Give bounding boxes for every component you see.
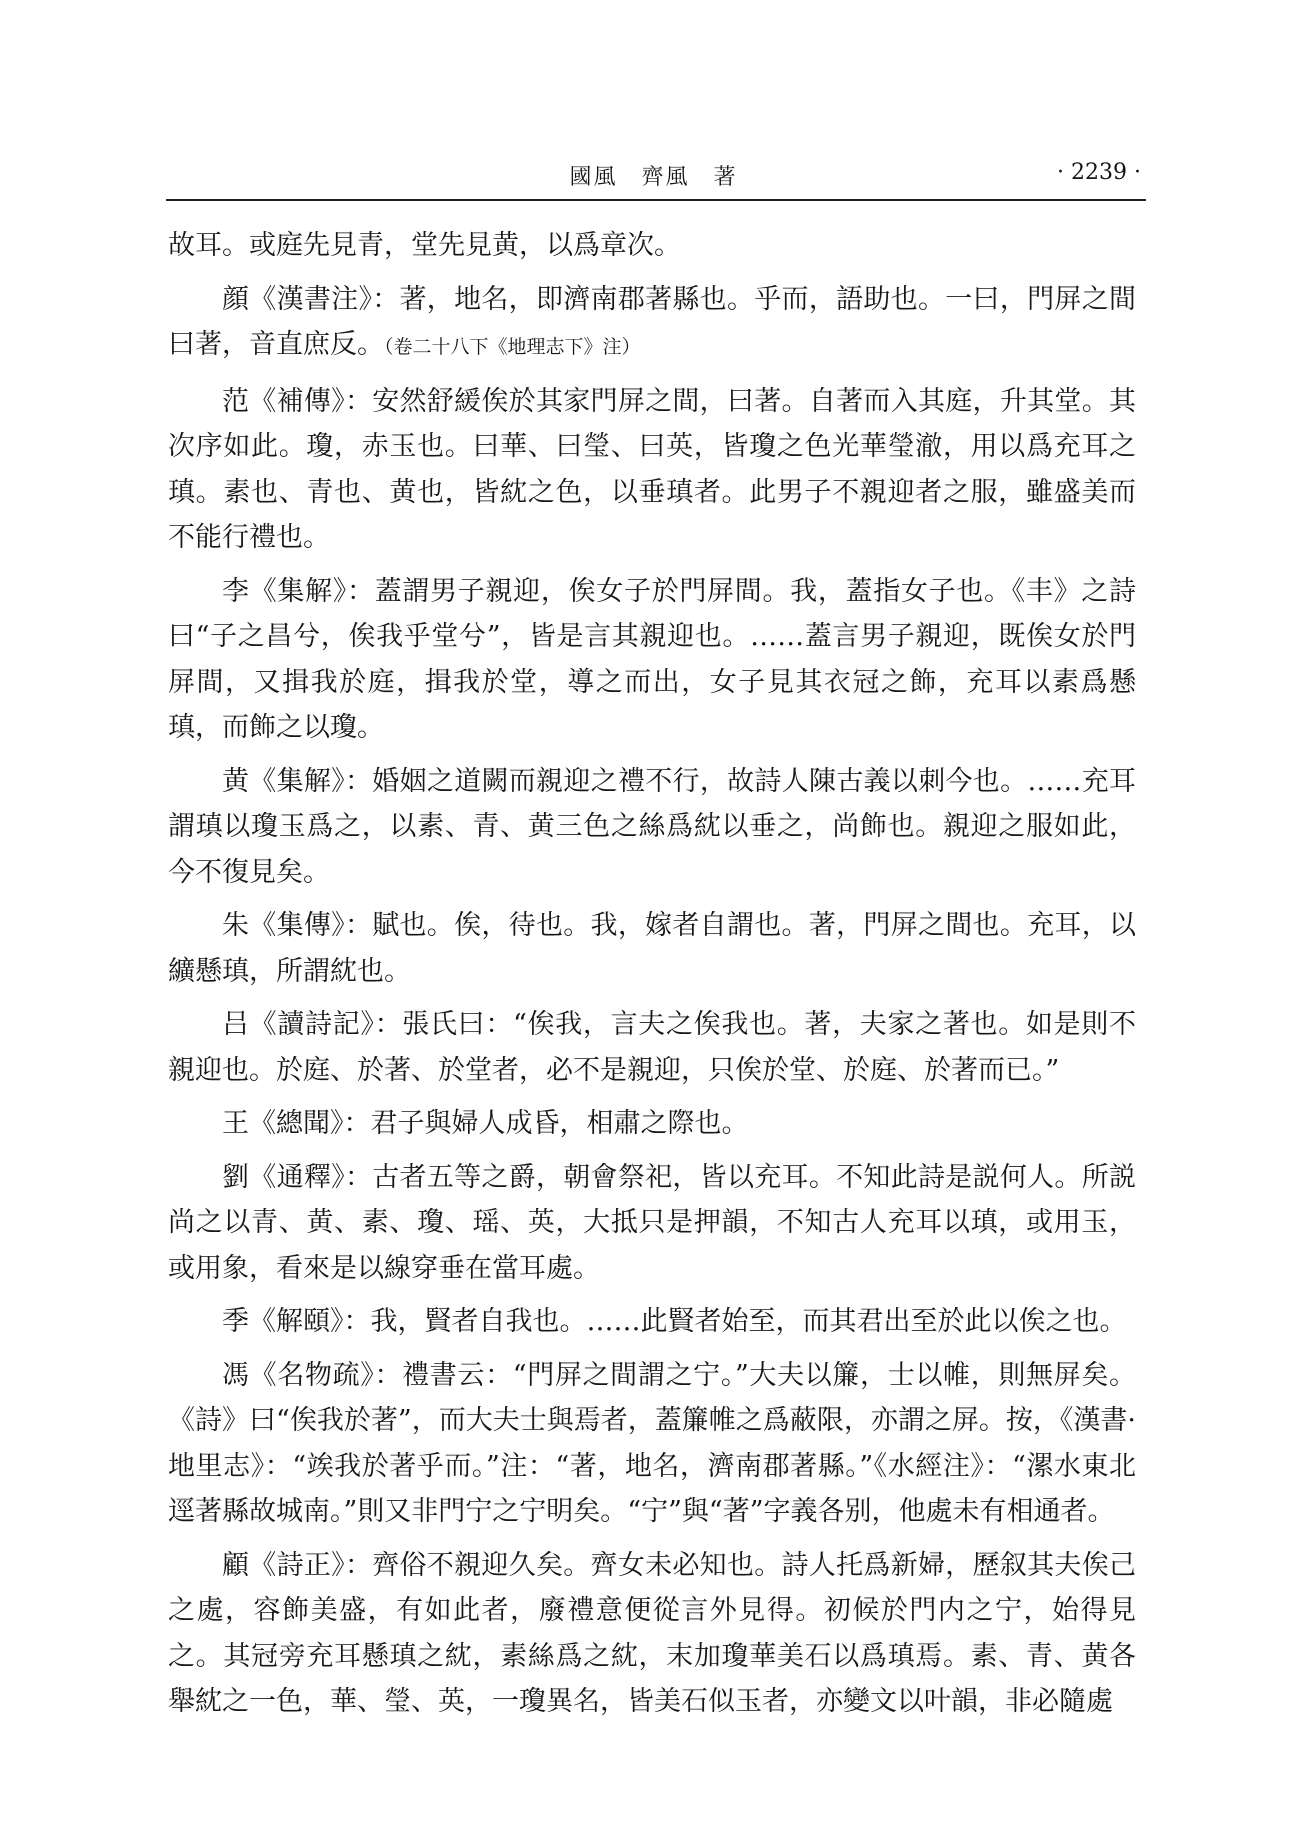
page-body [168,223,1136,1733]
paragraph: 顔《漢書注》：著，地名，即濟南郡著縣也。乎而，語助也。一曰，門屏之間曰著，音直庶反。（卷二十八下《地理志下》注） [168,283,1136,360]
paragraph: 劉《通釋》：古者五等之爵，朝會祭祀，皆以充耳。不知此詩是説何人。所説尚之以青、黄、素、瓊、瑶、英，大抵只是押韻，不知古人充耳以瑱，或用玉，或用象，看來是以線穿垂在當耳處。 [168,1161,1136,1284]
paragraph: 范《補傳》：安然舒緩俟於其家門屏之間，曰著。自著而入其庭，升其堂。其次序如此。瓊，赤玉也。曰華、曰瑩、曰英，皆瓊之色光華瑩澈，用以爲充耳之瑱。素也、青也、黄也，皆紞之色，以垂瑱者。此男子不親迎者之服，雖盛美而不能行禮也。 [168,385,1136,553]
paragraph: 季《解頤》：我，賢者自我也。……此賢者始至，而其君出至於此以俟之也。 [222,1306,1127,1337]
paragraph: 馮《名物疏》：禮書云：“門屏之間謂之宁。”大夫以簾，士以帷，則無屏矣。《詩》曰“俟我於著”，而大夫士與焉者，蓋簾帷之爲蔽限，亦謂之屏。按，《漢書·地里志》：“竢我於著乎而。”注：“著，地名，濟南郡著縣。”《水經注》：“漯水東北逕著縣故城南。”則又非門宁之宁明矣。“宁”與“著”字義各别，他處未有相通者。 [168,1359,1136,1527]
paragraph: 朱《集傳》：賦也。俟，待也。我，嫁者自謂也。著，門屏之間也。充耳，以纊懸瑱，所謂紞也。 [168,910,1136,987]
paragraph: 王《總聞》：君子與婦人成昏，相肅之際也。 [222,1108,749,1139]
paragraph: 吕《讀詩記》：張氏曰：“俟我，言夫之俟我也。著，夫家之著也。如是則不親迎也。於庭、於著、於堂者，必不是親迎，只俟於堂、於庭、於著而已。” [168,1009,1136,1086]
paragraph: 黄《集解》：婚姻之道闕而親迎之禮不行，故詩人陳古義以刺今也。……充耳謂瑱以瓊玉爲之，以素、青、黄三色之絲爲紞以垂之，尚飾也。親迎之服如此，今不復見矣。 [168,765,1136,888]
header-rule [166,199,1146,201]
running-title: 國風 齊風 著 [569,165,738,190]
page-number: · 2239 · [1057,160,1141,185]
paragraph: 故耳。或庭先見青，堂先見黄，以爲章次。 [168,230,681,261]
page-header [166,160,1141,194]
paragraph: 李《集解》：蓋謂男子親迎，俟女子於門屏間。我，蓋指女子也。《丰》之詩曰“子之昌兮，俟我乎堂兮”，皆是言其親迎也。……蓋言男子親迎，既俟女於門屏間，又揖我於庭，揖我於堂，導之而出，女子見其衣冠之飾，充耳以素爲懸瑱，而飾之以瓊。 [168,575,1136,743]
citation-note: （卷二十八下《地理志下》注） [384,336,641,358]
paragraph: 顧《詩正》：齊俗不親迎久矣。齊女未必知也。詩人托爲新婦，歷叙其夫俟己之處，容飾美盛，有如此者，廢禮意便從言外見得。初候於門内之宁，始得見之。其冠旁充耳懸瑱之紞，素絲爲之紞，末加瓊華美石以爲瑱焉。素、青、黄各舉紞之一色，華、瑩、英，一瓊異名，皆美石似玉者，亦變文以叶韻，非必隨處 [168,1549,1136,1717]
